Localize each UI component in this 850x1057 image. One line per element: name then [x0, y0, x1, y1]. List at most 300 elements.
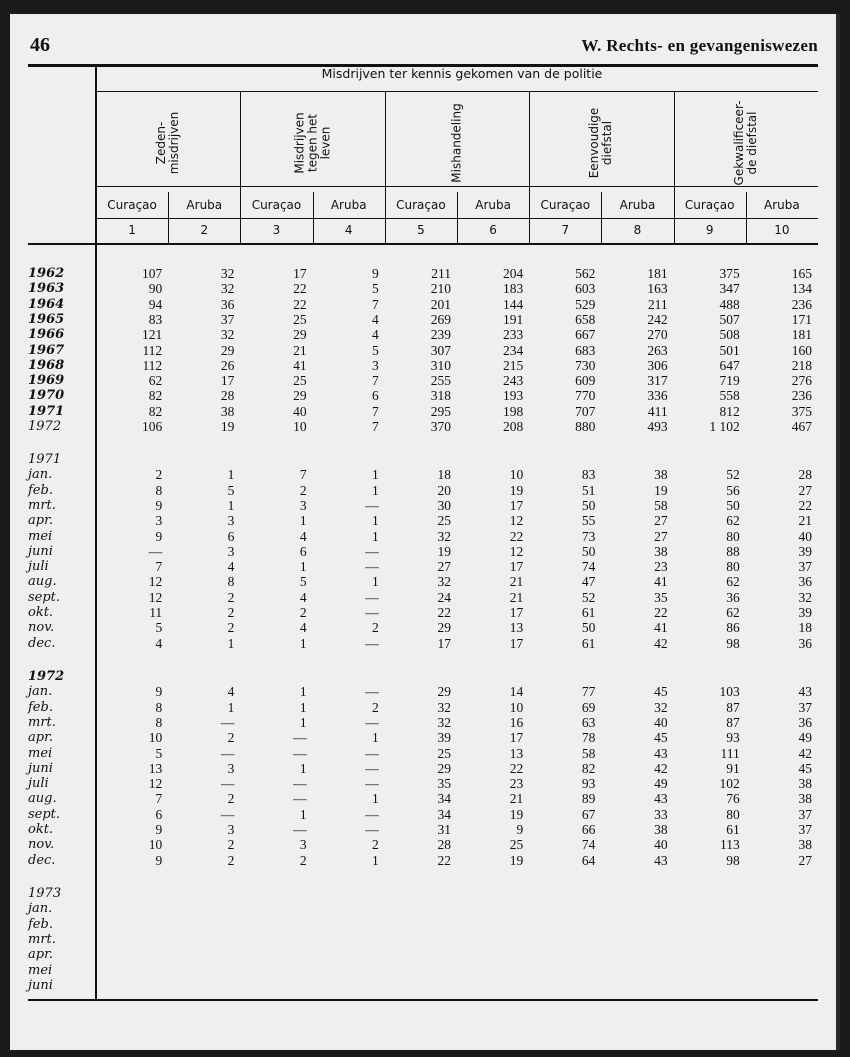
column-divider: [529, 92, 530, 243]
column-divider: [168, 192, 169, 243]
table-cell: 1: [372, 467, 379, 483]
table-cell: 98: [726, 852, 740, 868]
row-label: jan.: [28, 467, 53, 483]
row-label: aug.: [28, 574, 57, 590]
table-row: [10, 837, 836, 852]
table-row: [10, 373, 836, 388]
table-cell: 609: [575, 373, 596, 389]
table-cell: 77: [581, 684, 596, 700]
table-cell: 7: [372, 403, 379, 419]
table-cell: 32: [220, 266, 235, 281]
table-cell: 8: [155, 699, 163, 715]
row-label: apr.: [28, 513, 53, 529]
table-cell: 23: [654, 559, 668, 575]
table-cell: 9: [372, 266, 379, 281]
column-header: Curaçao: [107, 198, 157, 212]
table-cell: 37: [220, 311, 235, 327]
table-cell: 52: [726, 467, 740, 483]
table-cell: 1: [227, 699, 235, 715]
table-cell: 32: [220, 327, 235, 343]
table-row: [10, 776, 836, 791]
table-cell: 69: [581, 699, 596, 715]
table-cell: 10: [509, 699, 524, 715]
table-cell: 7: [299, 467, 307, 483]
table-cell: 40: [293, 403, 307, 419]
table-cell: 35: [437, 776, 451, 792]
column-divider: [240, 92, 241, 243]
table-cell: 9: [155, 852, 163, 868]
table-cell: 20: [437, 482, 451, 498]
column-header: Curaçao: [251, 198, 302, 212]
category-header: [240, 92, 384, 194]
table-cell: 25: [437, 745, 451, 761]
table-cell: 32: [437, 714, 451, 730]
table-cell: 12: [148, 589, 163, 605]
table-cell: 730: [575, 357, 596, 373]
table-cell: 6: [227, 528, 235, 544]
table-cell: 4: [155, 635, 163, 651]
column-divider: [457, 192, 458, 243]
table-cell: 30: [437, 497, 451, 513]
table-cell: 1: [299, 760, 307, 776]
table-cell: 269: [430, 311, 451, 327]
table-cell: 112: [142, 357, 163, 373]
table-row: [10, 388, 836, 403]
column-number: 9: [705, 223, 714, 237]
table-cell: 41: [654, 620, 668, 636]
table-row: [10, 822, 836, 837]
row-label: apr.: [28, 730, 53, 746]
table-cell: 27: [437, 559, 451, 575]
table-cell: 38: [654, 543, 668, 559]
table-cell: 1: [299, 635, 307, 651]
table-row: [10, 791, 836, 806]
table-cell: 17: [509, 635, 524, 651]
table-cell: 19: [654, 482, 668, 498]
table-cell: 1: [372, 852, 379, 868]
table-cell: 40: [654, 837, 668, 853]
row-label: dec.: [28, 635, 56, 651]
table-cell: 10: [509, 467, 524, 483]
table-cell: 17: [293, 266, 307, 281]
table-cell: 29: [220, 342, 235, 358]
table-cell: 93: [726, 730, 740, 746]
table-cell: 1: [299, 714, 307, 730]
table-cell: 22: [293, 296, 307, 312]
table-row: [10, 963, 836, 978]
table-cell: 9: [155, 684, 163, 700]
table-row: [10, 853, 836, 868]
column-divider: [746, 192, 747, 243]
table-cell: 29: [293, 388, 307, 404]
table-cell: 295: [430, 403, 451, 419]
table-cell: 658: [575, 311, 596, 327]
table-row: [10, 513, 836, 528]
table-row: [10, 917, 836, 932]
table-cell: 21: [509, 589, 524, 605]
table-cell: 90: [148, 281, 163, 297]
table-cell: —: [365, 822, 379, 837]
table-cell: 529: [575, 296, 596, 312]
table-cell: 375: [791, 403, 812, 419]
table-cell: 43: [654, 791, 668, 807]
table-cell: 201: [430, 296, 451, 312]
table-cell: 10: [148, 730, 163, 746]
table-cell: 64: [581, 852, 596, 868]
table-cell: 38: [798, 791, 812, 807]
table-cell: 62: [726, 513, 740, 529]
table-cell: 39: [437, 730, 451, 746]
table-row: [10, 327, 836, 342]
row-label: nov.: [28, 620, 55, 636]
table-cell: 12: [509, 543, 524, 559]
row-label: 1972: [28, 669, 65, 684]
table-row: [10, 574, 836, 589]
document-page: [10, 14, 836, 1050]
table-cell: 43: [654, 852, 668, 868]
table-cell: 62: [148, 373, 163, 389]
table-cell: 812: [719, 403, 740, 419]
table-cell: 102: [719, 776, 740, 792]
table-cell: 1: [227, 467, 235, 483]
table-cell: 37: [798, 822, 812, 837]
table-cell: 1: [372, 482, 379, 498]
table-cell: —: [220, 776, 235, 792]
table-cell: 7: [155, 559, 163, 575]
table-cell: 22: [293, 281, 307, 297]
table-cell: 25: [509, 837, 524, 853]
table-cell: 263: [647, 342, 668, 358]
table-cell: 242: [647, 311, 668, 327]
table-cell: 112: [142, 342, 163, 358]
table-cell: 87: [726, 699, 740, 715]
table-cell: 29: [437, 620, 451, 636]
table-cell: 501: [719, 342, 740, 358]
table-cell: 32: [437, 528, 451, 544]
row-label: 1963: [28, 281, 65, 297]
table-cell: 80: [726, 559, 740, 575]
table-cell: 2: [227, 730, 235, 746]
table-cell: 19: [220, 419, 235, 434]
table-cell: 4: [299, 620, 307, 636]
table-cell: 2: [227, 791, 235, 807]
table-cell: 31: [437, 822, 451, 837]
table-cell: 307: [430, 342, 451, 358]
table-row: [10, 730, 836, 745]
table-cell: 1: [299, 699, 307, 715]
table-cell: 80: [726, 806, 740, 822]
table-cell: 181: [647, 266, 668, 281]
table-cell: 183: [502, 281, 524, 297]
table-cell: 144: [502, 296, 524, 312]
table-cell: 193: [502, 388, 524, 404]
table-cell: 467: [791, 419, 812, 434]
table-cell: 3: [227, 543, 235, 559]
table-cell: 12: [148, 574, 163, 590]
table-cell: 3: [299, 837, 307, 853]
row-label: okt.: [28, 605, 54, 620]
category-header: [385, 92, 529, 194]
table-cell: 236: [791, 296, 812, 312]
table-cell: 39: [798, 543, 812, 559]
column-header: Curaçao: [396, 198, 446, 212]
table-cell: 336: [647, 388, 668, 404]
table-cell: 1: [372, 513, 379, 529]
table-cell: 107: [141, 266, 163, 281]
table-cell: 375: [719, 266, 740, 281]
table-cell: 3: [227, 760, 235, 776]
table-cell: 27: [798, 852, 812, 868]
table-row: [10, 684, 836, 699]
column-number: 4: [344, 223, 353, 237]
row-label: 1966: [28, 327, 65, 343]
table-cell: 62: [726, 605, 740, 620]
column-header: Aruba: [186, 198, 223, 212]
row-label: feb.: [28, 699, 53, 715]
table-cell: 32: [437, 574, 451, 590]
table-cell: 236: [791, 388, 812, 404]
table-row: [10, 358, 836, 373]
table-cell: 37: [798, 699, 812, 715]
table-cell: 40: [654, 714, 668, 730]
table-cell: 5: [372, 281, 379, 297]
table-cell: 21: [509, 791, 524, 807]
table-cell: 21: [293, 342, 307, 358]
table-cell: 34: [437, 806, 451, 822]
table-cell: —: [220, 714, 235, 730]
row-label: aug.: [28, 791, 57, 807]
table-row: [10, 281, 836, 296]
table-cell: 163: [647, 281, 668, 297]
table-cell: —: [365, 589, 379, 605]
table-cell: 82: [148, 388, 163, 404]
table-row: [10, 669, 836, 684]
category-header: [674, 92, 818, 194]
table-cell: 27: [654, 528, 668, 544]
column-header: Aruba: [619, 198, 656, 212]
table-cell: 1: [372, 730, 379, 746]
row-label: juni: [28, 977, 53, 993]
table-row: [10, 932, 836, 947]
table-row: [10, 620, 836, 635]
table-row: [10, 700, 836, 715]
table-cell: 74: [581, 559, 596, 575]
table-cell: 32: [798, 589, 812, 605]
table-cell: 86: [726, 620, 740, 636]
table-cell: 19: [509, 852, 524, 868]
table-cell: —: [293, 822, 307, 837]
table-cell: 121: [141, 327, 163, 343]
table-cell: 5: [227, 482, 235, 498]
table-cell: —: [365, 776, 379, 792]
column-header: Aruba: [475, 198, 511, 212]
table-cell: 47: [581, 574, 596, 590]
table-cell: 1 102: [709, 419, 740, 434]
table-cell: 507: [719, 311, 740, 327]
table-row: [10, 498, 836, 513]
table-cell: 22: [437, 605, 451, 620]
row-label: mrt.: [28, 931, 56, 947]
table-cell: —: [365, 497, 379, 513]
table-cell: 13: [148, 760, 163, 776]
table-cell: 2: [299, 852, 307, 868]
column-number: 1: [128, 223, 136, 237]
table-cell: 36: [798, 714, 812, 730]
table-cell: 21: [798, 513, 812, 529]
table-cell: 28: [798, 467, 812, 483]
table-row: [10, 807, 836, 822]
table-cell: 45: [654, 730, 668, 746]
table-cell: 83: [581, 467, 596, 483]
table-cell: 667: [575, 327, 596, 343]
table-cell: 35: [654, 589, 668, 605]
table-cell: 603: [575, 281, 596, 297]
table-cell: 5: [155, 745, 163, 761]
row-label: apr.: [28, 947, 53, 963]
table-cell: 647: [719, 357, 740, 373]
row-label: jan.: [28, 684, 53, 700]
table-cell: 1: [372, 791, 379, 807]
table-cell: 98: [726, 635, 740, 651]
table-cell: 18: [437, 467, 451, 483]
table-cell: 89: [581, 791, 596, 807]
table-cell: 32: [654, 699, 668, 715]
table-cell: —: [220, 745, 235, 761]
table-row: [10, 529, 836, 544]
table-cell: 50: [581, 497, 596, 513]
table-cell: 58: [581, 745, 596, 761]
row-label: feb.: [28, 482, 53, 498]
table-cell: 19: [509, 482, 524, 498]
table-cell: 347: [719, 281, 740, 297]
table-cell: 4: [227, 684, 235, 700]
table-cell: 6: [299, 543, 307, 559]
table-cell: 25: [437, 513, 451, 529]
table-cell: 2: [299, 482, 307, 498]
table-cell: 37: [798, 806, 812, 822]
table-cell: 82: [148, 403, 163, 419]
column-header: Curaçao: [540, 198, 591, 212]
table-cell: 43: [654, 745, 668, 761]
table-cell: 191: [502, 311, 524, 327]
table-cell: 49: [798, 730, 812, 746]
row-label: juni: [28, 760, 53, 776]
table-cell: 12: [509, 513, 524, 529]
row-label: mei: [28, 745, 53, 761]
table-cell: —: [365, 635, 379, 651]
category-label: Mishandeling: [449, 103, 464, 183]
table-cell: 19: [509, 806, 524, 822]
table-row: [10, 559, 836, 574]
column-divider: [313, 192, 314, 243]
table-cell: 508: [719, 327, 740, 343]
column-number: 2: [200, 223, 209, 237]
table-cell: 22: [654, 605, 668, 620]
table-cell: 21: [509, 574, 524, 590]
table-cell: 5: [372, 342, 379, 358]
table-cell: 1: [372, 574, 379, 590]
table-cell: 1: [299, 806, 307, 822]
table-cell: 233: [502, 327, 524, 343]
column-number: 10: [774, 223, 790, 237]
table-cell: 41: [293, 357, 307, 373]
table-row: [10, 886, 836, 901]
table-cell: 2: [227, 589, 235, 605]
table-cell: 41: [654, 574, 668, 590]
row-label: juli: [28, 559, 49, 575]
table-row: [10, 404, 836, 419]
table-cell: 215: [502, 357, 524, 373]
row-label: jan.: [28, 901, 53, 917]
table-cell: 3: [227, 513, 235, 529]
table-cell: 17: [509, 605, 524, 620]
section-title: W. Rechts- en gevangeniswezen: [581, 36, 818, 55]
table-cell: —: [365, 806, 379, 822]
table-cell: 26: [220, 357, 235, 373]
table-cell: 276: [791, 373, 812, 389]
table-cell: 10: [293, 419, 307, 434]
row-label: sept.: [28, 589, 61, 605]
table-cell: —: [148, 543, 163, 559]
row-label: mei: [28, 528, 53, 544]
row-label: dec.: [28, 852, 56, 868]
table-cell: 76: [726, 791, 740, 807]
table-cell: 37: [798, 559, 812, 575]
table-cell: 73: [581, 528, 596, 544]
table-cell: 165: [791, 266, 812, 281]
table-cell: 29: [437, 760, 451, 776]
scan-edge: [836, 14, 840, 1050]
table-cell: 4: [299, 528, 307, 544]
table-cell: 7: [372, 373, 379, 389]
table-cell: 42: [654, 760, 668, 776]
table-cell: 38: [654, 467, 668, 483]
table-cell: 4: [227, 559, 235, 575]
table-cell: 7: [155, 791, 163, 807]
table-cell: 51: [581, 482, 596, 498]
table-cell: 34: [437, 791, 451, 807]
table-cell: 36: [726, 589, 740, 605]
table-cell: 39: [798, 605, 812, 620]
table-cell: 4: [372, 311, 379, 327]
table-cell: 23: [509, 776, 524, 792]
table-cell: 38: [798, 776, 812, 792]
table-cell: 218: [791, 357, 812, 373]
column-header: Aruba: [764, 198, 800, 212]
table-cell: 66: [581, 822, 596, 837]
category-label: Zeden- misdrijven: [154, 111, 182, 175]
table-cell: 45: [654, 684, 668, 700]
table-cell: 43: [798, 684, 812, 700]
table-cell: 22: [437, 852, 451, 868]
row-label: 1972: [28, 419, 62, 434]
table-cell: 14: [509, 684, 524, 700]
table-cell: 74: [581, 837, 596, 853]
table-cell: —: [293, 776, 307, 792]
table-cell: 17: [509, 730, 524, 746]
table-cell: 562: [575, 266, 596, 281]
category-header: [96, 92, 240, 194]
table-row: [10, 544, 836, 559]
table-cell: 42: [654, 635, 668, 651]
table-cell: 493: [647, 419, 668, 434]
column-number: 6: [489, 223, 497, 237]
table-cell: 1: [299, 513, 307, 529]
table-cell: 22: [509, 760, 524, 776]
table-cell: 12: [148, 776, 163, 792]
table-cell: 88: [726, 543, 740, 559]
table-cell: 18: [798, 620, 812, 636]
